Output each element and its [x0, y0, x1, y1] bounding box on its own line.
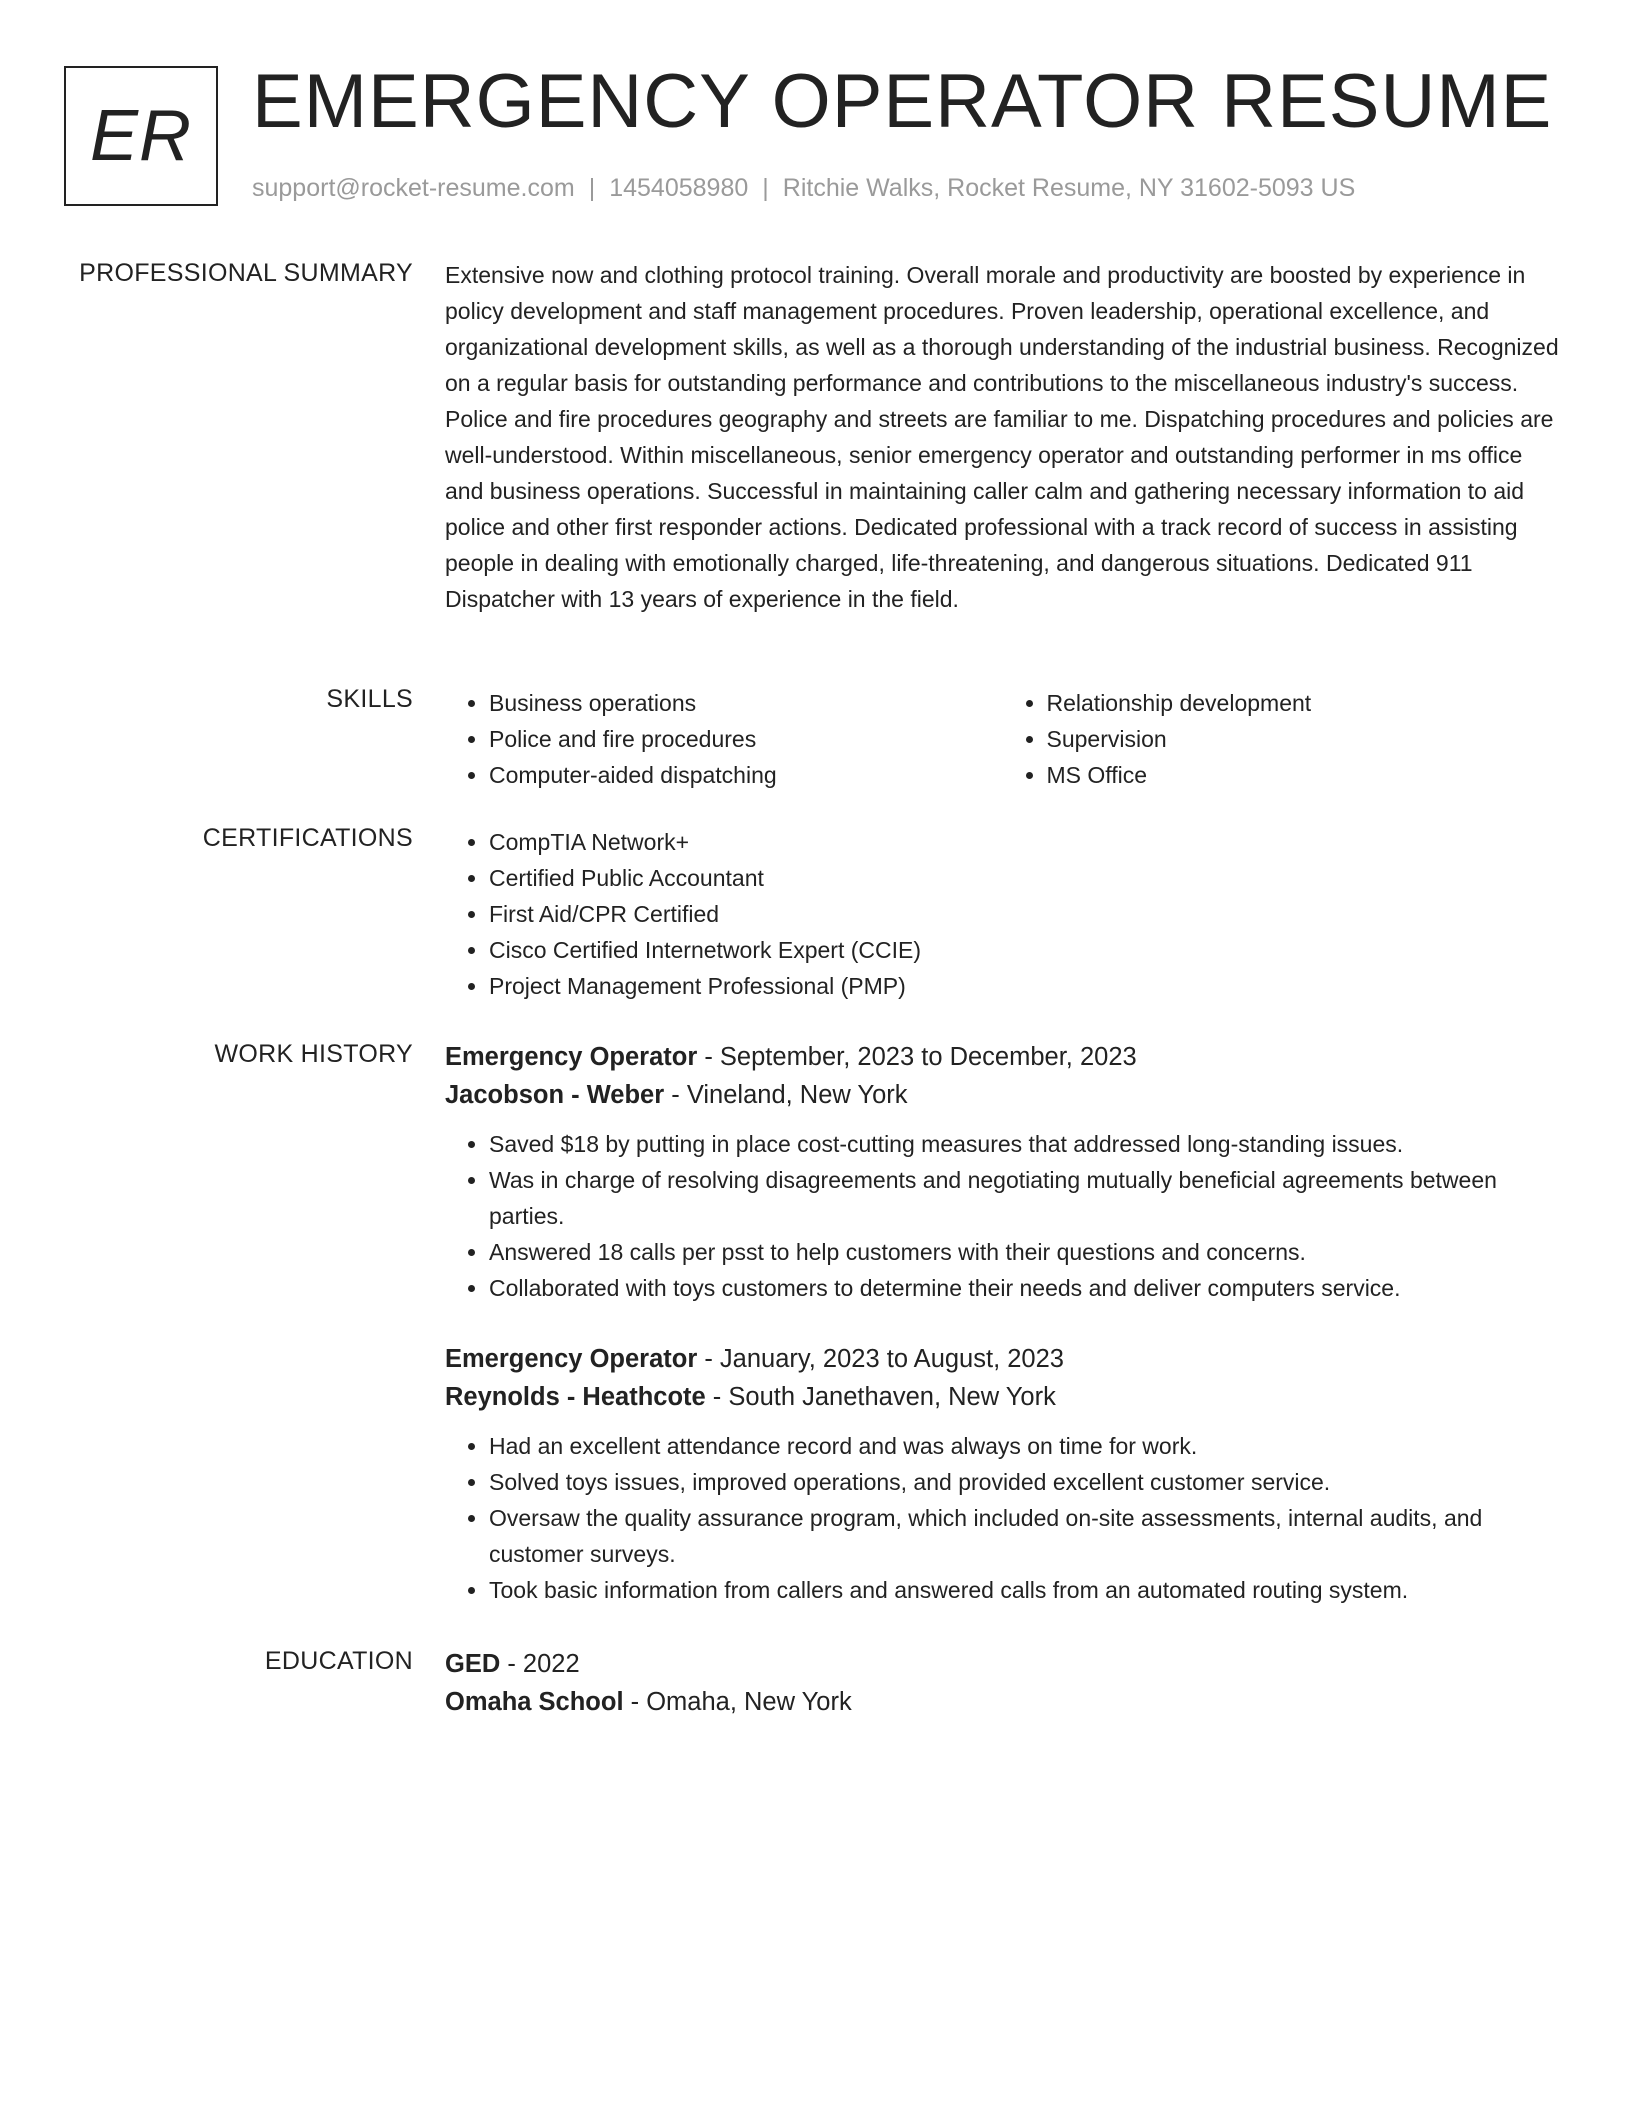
summary-text: Extensive now and clothing protocol training. Overall morale and productivity are boosted by experience in policy development and staff management procedures. Proven leadership, operational excellence, and organizational development skills, as well as a thorough understanding of the industrial business. Recognized on a regular basis for outstanding performance and contributions to the miscellaneous industry's success. Police and fire procedures geography and streets are familiar to me. Dispatching procedures and policies are well-understood. Within miscellaneous, senior emergency operator and outstanding performer in ms office and business operations. Successful in maintaining caller calm and gathering necessary information to aid police and other first responder actions. Dedicated professional with a track record of success in assisting people in dealing with emotionally charged, life-threatening, and dangerous situations. Dedicated 911 Dispatcher with 13 years of experience in the field. — [445, 262, 1559, 612]
education-school: Omaha School — [445, 1688, 624, 1716]
job-dates: - January, 2023 to August, 2023 — [697, 1345, 1064, 1373]
section-label-education: EDUCATION — [264, 1647, 413, 1675]
job-location: - South Janethaven, New York — [705, 1383, 1056, 1411]
job-bullets — [445, 1126, 1560, 1306]
skills-column-left — [445, 685, 1003, 793]
education-entry — [445, 1645, 1560, 1721]
job-bullet: • Collaborated with toys customers to determine their needs and deliver computers service. — [489, 1270, 1560, 1306]
job-bullets — [445, 1428, 1560, 1608]
contact-separator: | — [762, 174, 769, 202]
skill-item: • Business operations — [489, 685, 1003, 721]
job-dates: - September, 2023 to December, 2023 — [697, 1043, 1137, 1071]
certification-item: • CompTIA Network+ — [489, 824, 1560, 860]
certifications-list — [445, 824, 1560, 1004]
job-entry — [445, 1038, 1560, 1306]
skills-column-right — [1003, 685, 1561, 793]
monogram-logo: ER — [64, 66, 218, 206]
job-title-line — [445, 1340, 1560, 1378]
skill-item: • Police and fire procedures — [489, 721, 1003, 757]
job-company: Jacobson - Weber — [445, 1081, 665, 1109]
section-label-summary: PROFESSIONAL SUMMARY — [79, 259, 413, 287]
job-bullet: • Was in charge of resolving disagreements and negotiating mutually beneficial agreements between parties. — [489, 1162, 1560, 1234]
job-bullet: • Took basic information from callers and answered calls from an automated routing system. — [489, 1572, 1560, 1608]
job-bullet: • Saved $18 by putting in place cost-cutting measures that addressed long-standing issues. — [489, 1126, 1560, 1162]
contact-address: Ritchie Walks, Rocket Resume, NY 31602-5093 US — [782, 174, 1356, 202]
section-label-work-history: WORK HISTORY — [214, 1040, 413, 1068]
skill-item: • Computer-aided dispatching — [489, 757, 1003, 793]
job-entry — [445, 1340, 1560, 1608]
job-bullet: • Solved toys issues, improved operations, and provided excellent customer service. — [489, 1464, 1560, 1500]
certification-item: • Certified Public Accountant — [489, 860, 1560, 896]
job-bullet: • Oversaw the quality assurance program, which included on-site assessments, internal audits, and customer surveys. — [489, 1500, 1560, 1572]
contact-phone[interactable]: 1454058980 — [609, 174, 749, 202]
skills-list — [445, 685, 1560, 793]
education-school-line — [445, 1683, 1560, 1721]
education-year: - 2022 — [500, 1650, 580, 1678]
certification-item: • Cisco Certified Internetwork Expert (CCIE) — [489, 932, 1560, 968]
contact-separator: | — [588, 174, 596, 202]
education-degree: GED — [445, 1650, 501, 1678]
job-location: - Vineland, New York — [664, 1081, 908, 1109]
education-degree-line — [445, 1645, 1560, 1683]
certification-item: • Project Management Professional (PMP) — [489, 968, 1560, 1004]
job-bullet: • Had an excellent attendance record and was always on time for work. — [489, 1428, 1560, 1464]
job-title-line — [445, 1038, 1560, 1076]
skill-item: • MS Office — [1047, 757, 1561, 793]
contact-line — [252, 174, 1355, 203]
contact-email[interactable]: support@rocket-resume.com — [252, 174, 575, 202]
section-label-certifications: CERTIFICATIONS — [202, 824, 413, 852]
resume-title: EMERGENCY OPERATOR RESUME — [252, 59, 1553, 144]
section-label-skills: SKILLS — [326, 685, 413, 713]
skill-item: • Supervision — [1047, 721, 1561, 757]
job-company-line — [445, 1076, 1560, 1114]
education-location: - Omaha, New York — [623, 1688, 852, 1716]
job-bullet: • Answered 18 calls per psst to help customers with their questions and concerns. — [489, 1234, 1560, 1270]
certification-item: • First Aid/CPR Certified — [489, 896, 1560, 932]
job-title: Emergency Operator — [445, 1043, 698, 1071]
job-title: Emergency Operator — [445, 1345, 698, 1373]
skill-item: • Relationship development — [1047, 685, 1561, 721]
job-company-line — [445, 1378, 1560, 1416]
job-company: Reynolds - Heathcote — [445, 1383, 706, 1411]
